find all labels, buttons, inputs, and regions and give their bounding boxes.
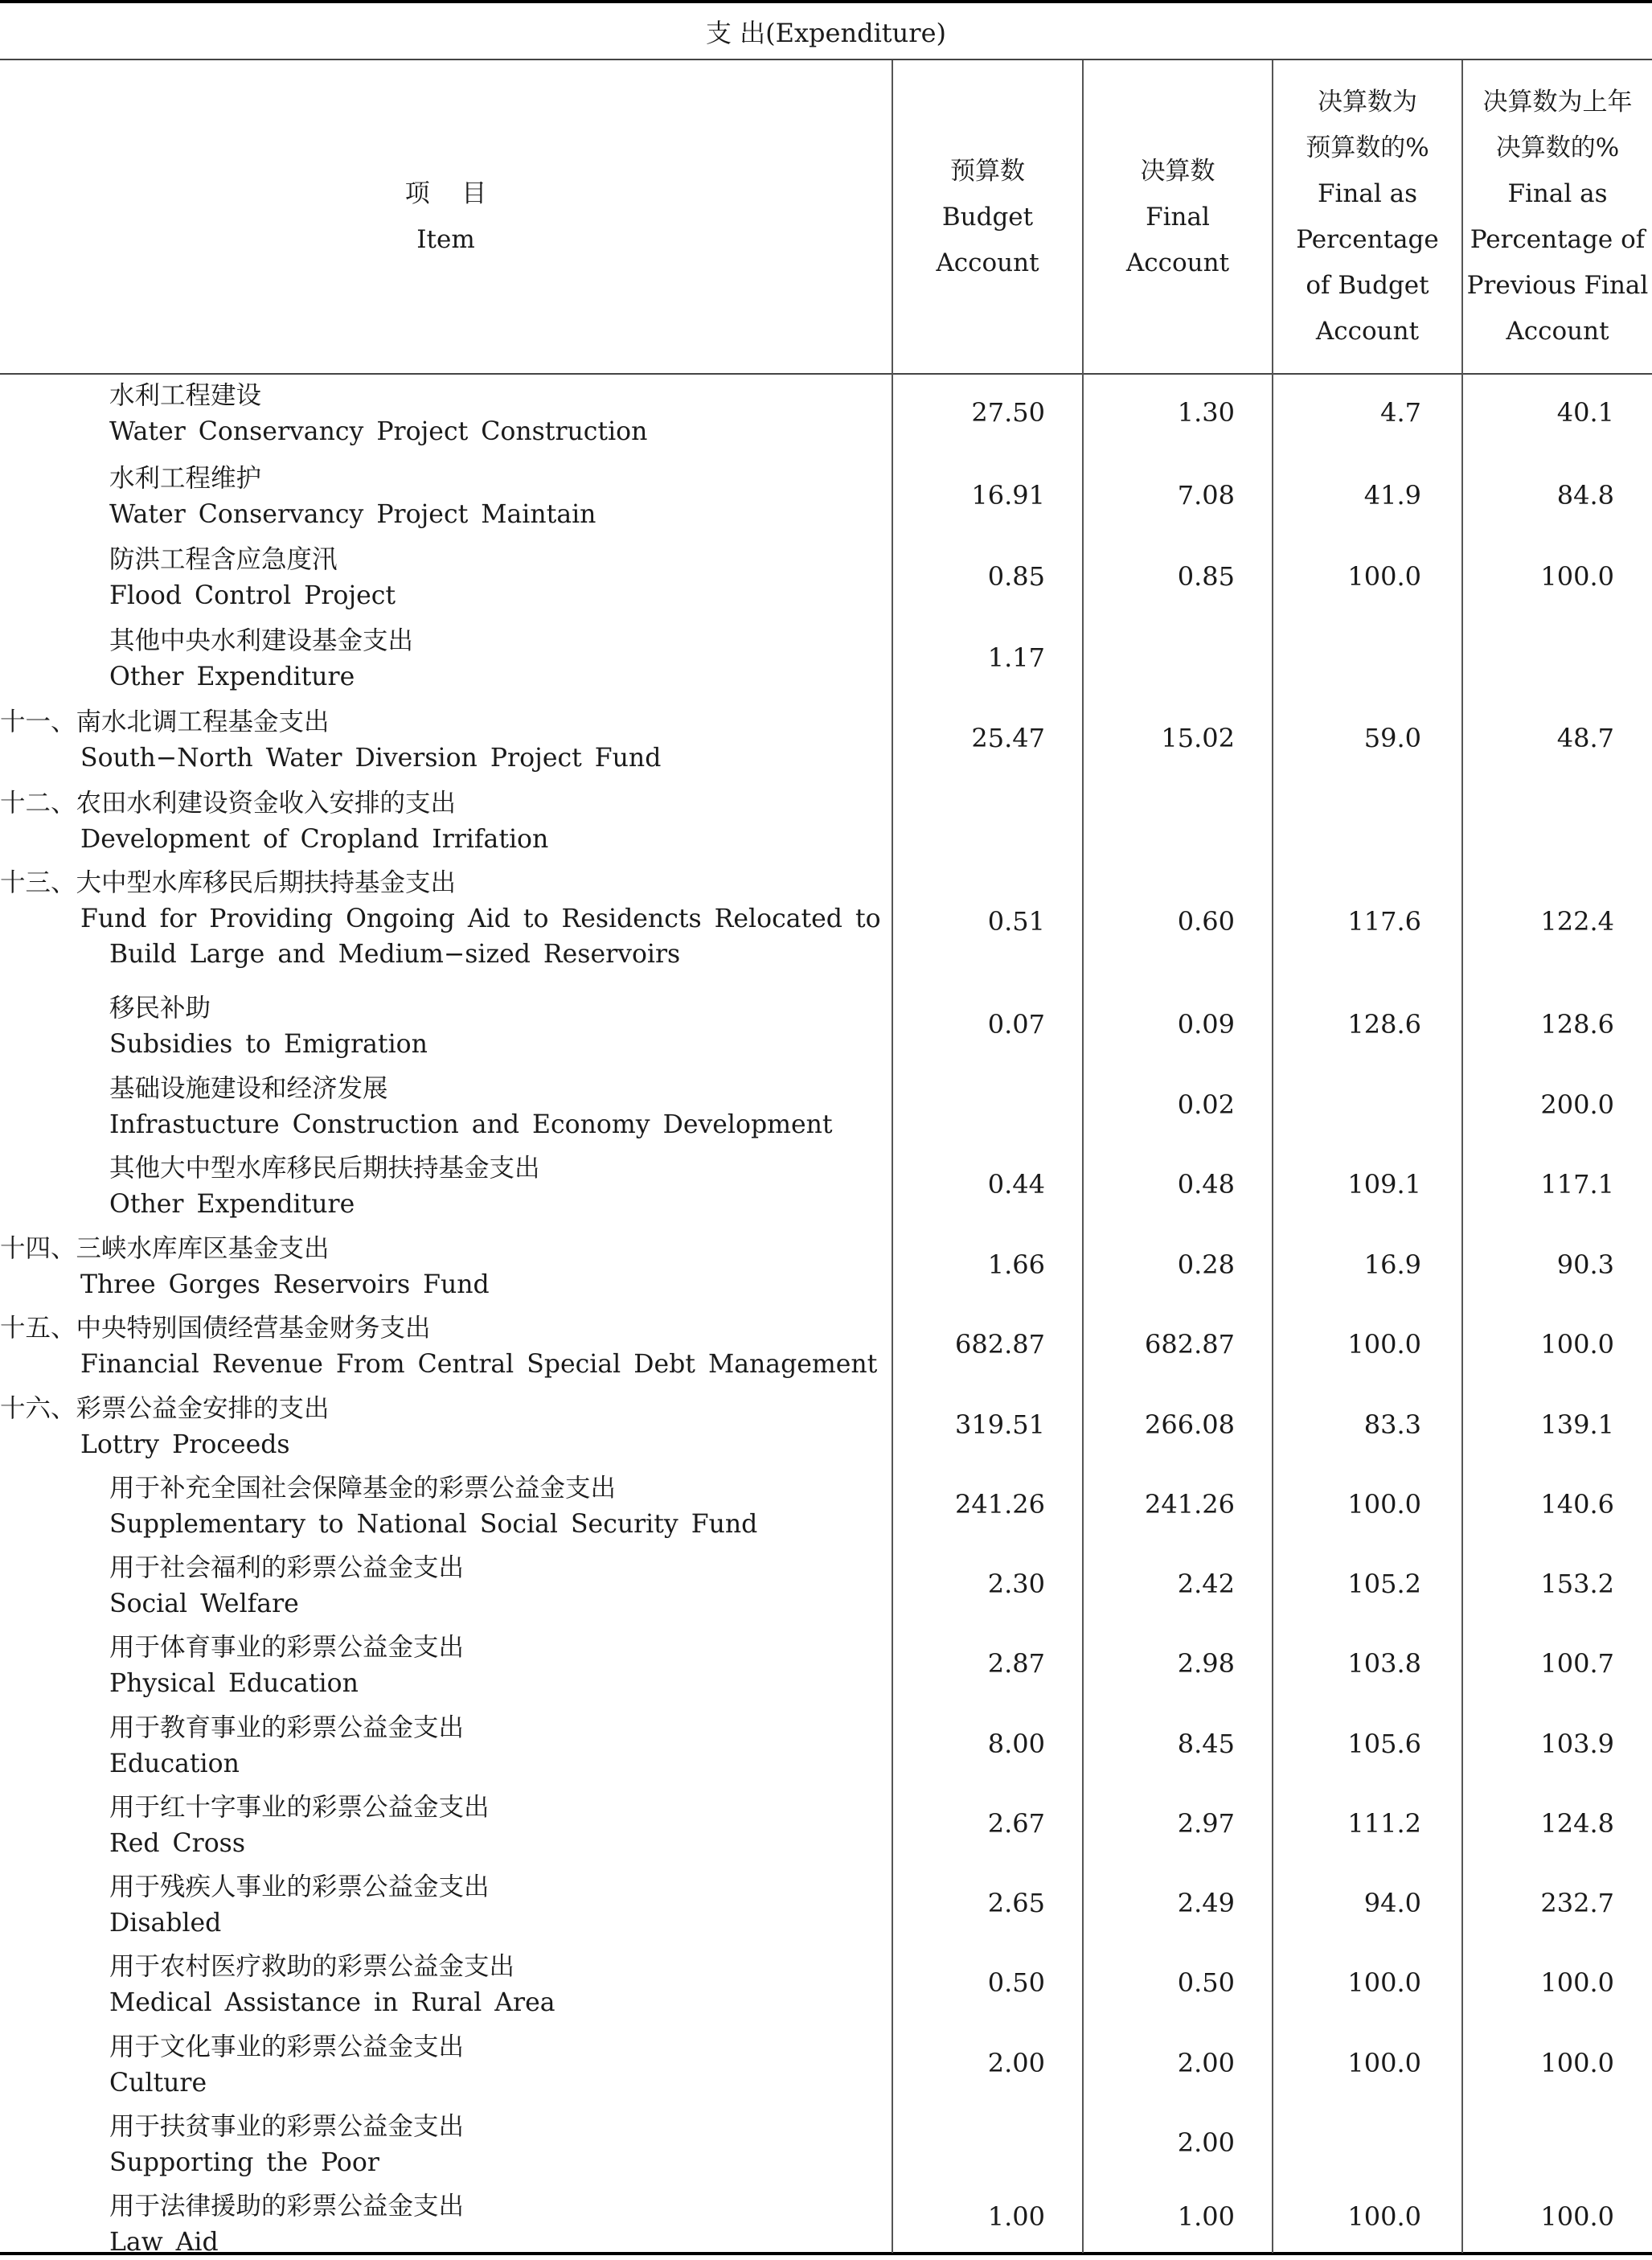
row-label-cn: 其他大中型水库移民后期扶持基金支出 xyxy=(0,1151,540,1187)
cell-budget: 0.51 xyxy=(868,905,1045,937)
cell-final: 7.08 xyxy=(1058,479,1235,511)
row-label xyxy=(0,1391,330,1462)
row-label xyxy=(0,1710,464,1782)
cell-pct-prev: 128.6 xyxy=(1437,1008,1614,1040)
row-label-en: Social Welfare xyxy=(0,1586,464,1622)
row-label-en: Infrastucture Construction and Economy Development xyxy=(0,1107,833,1143)
header-pct-prev xyxy=(1463,61,1652,373)
cell-pct-budget: 100.0 xyxy=(1244,1967,1421,1999)
cell-final: 0.60 xyxy=(1058,905,1235,937)
cell-pct-budget: 128.6 xyxy=(1244,1008,1421,1040)
cell-budget: 0.50 xyxy=(868,1967,1045,1999)
cell-budget: 2.00 xyxy=(868,2047,1045,2079)
cell-pct-budget: 83.3 xyxy=(1244,1409,1421,1441)
header-pct-prev-line: Final as xyxy=(1507,171,1607,217)
cell-budget: 319.51 xyxy=(868,1409,1045,1441)
cell-budget: 0.44 xyxy=(868,1168,1045,1200)
header-item-en: Item xyxy=(416,217,474,263)
header-item xyxy=(0,61,892,373)
header-final xyxy=(1084,61,1272,373)
cell-pct-prev: 122.4 xyxy=(1437,905,1614,937)
table-row xyxy=(0,860,1652,986)
cell-budget: 2.67 xyxy=(868,1807,1045,1840)
header-pct-budget-line: 预算数的% xyxy=(1306,125,1429,171)
table-row xyxy=(0,1864,1652,1944)
table-row xyxy=(0,1705,1652,1785)
cell-budget: 16.91 xyxy=(868,479,1045,511)
row-label-en: Development of Cropland Irrifation xyxy=(0,822,548,858)
row-label-en: Other Expenditure xyxy=(0,659,413,695)
cell-pct-prev: 100.0 xyxy=(1437,1967,1614,1999)
row-label-en: Red Cross xyxy=(0,1826,490,1862)
cell-pct-budget: 16.9 xyxy=(1244,1249,1421,1281)
cell-pct-prev: 84.8 xyxy=(1437,479,1614,511)
cell-pct-prev: 90.3 xyxy=(1437,1249,1614,1281)
table-row xyxy=(0,618,1652,699)
header-budget-line: Budget xyxy=(942,195,1033,240)
header-pct-prev-line: Percentage of xyxy=(1470,217,1645,263)
cell-final: 0.50 xyxy=(1058,1967,1235,1999)
cell-pct-budget: 105.6 xyxy=(1244,1728,1421,1760)
table-row xyxy=(0,1306,1652,1386)
cell-pct-budget: 100.0 xyxy=(1244,2201,1421,2233)
cell-budget: 2.30 xyxy=(868,1568,1045,1600)
cell-pct-prev: 153.2 xyxy=(1437,1568,1614,1600)
row-label-en: Other Expenditure xyxy=(0,1187,540,1223)
row-label-en: Flood Control Project xyxy=(0,578,396,614)
header-pct-budget-line: Percentage xyxy=(1296,217,1438,263)
header-pct-budget-line: Final as xyxy=(1318,171,1417,217)
cell-pct-prev: 103.9 xyxy=(1437,1728,1614,1760)
cell-pct-budget: 94.0 xyxy=(1244,1887,1421,1919)
row-label xyxy=(0,1310,877,1382)
row-label xyxy=(0,1071,833,1142)
header-pct-prev-line: Previous Final xyxy=(1467,263,1649,309)
row-label-en: Medical Assistance in Rural Area xyxy=(0,1985,555,2021)
row-label-cn: 用于扶贫事业的彩票公益金支出 xyxy=(0,2109,464,2145)
cell-final: 8.45 xyxy=(1058,1728,1235,1760)
cell-pct-budget: 109.1 xyxy=(1244,1168,1421,1200)
row-label-cn: 用于红十字事业的彩票公益金支出 xyxy=(0,1790,490,1826)
cell-pct-prev: 232.7 xyxy=(1437,1887,1614,1919)
row-label xyxy=(0,1790,490,1861)
cell-final: 682.87 xyxy=(1058,1328,1235,1360)
row-label-cn: 用于社会福利的彩票公益金支出 xyxy=(0,1550,464,1586)
row-label xyxy=(0,542,396,613)
cell-pct-budget: 111.2 xyxy=(1244,1807,1421,1840)
row-label-en: South−North Water Diversion Project Fund xyxy=(0,740,661,777)
row-label xyxy=(0,2029,464,2101)
row-label-en: Education xyxy=(0,1746,464,1782)
row-label-cn: 十五、中央特别国债经营基金财务支出 xyxy=(0,1310,877,1347)
header-item-cn: 项 目 xyxy=(405,171,486,217)
table-title: 支 出(Expenditure) xyxy=(0,3,1652,59)
header-pct-budget-line: Account xyxy=(1316,309,1419,355)
header-pct-budget xyxy=(1273,61,1461,373)
table-row xyxy=(0,781,1652,860)
header-pct-prev-line: 决算数的% xyxy=(1496,125,1619,171)
row-label-en: Physical Education xyxy=(0,1666,464,1702)
cell-pct-budget: 100.0 xyxy=(1244,1328,1421,1360)
table-row xyxy=(0,1466,1652,1545)
row-label xyxy=(0,1231,490,1302)
cell-budget: 8.00 xyxy=(868,1728,1045,1760)
cell-budget: 1.00 xyxy=(868,2201,1045,2233)
row-label-cn: 水利工程建设 xyxy=(0,378,647,414)
cell-pct-budget: 117.6 xyxy=(1244,905,1421,937)
cell-final: 2.98 xyxy=(1058,1647,1235,1680)
cell-budget: 682.87 xyxy=(868,1328,1045,1360)
cell-final: 2.42 xyxy=(1058,1568,1235,1600)
cell-budget: 1.17 xyxy=(868,642,1045,674)
row-label xyxy=(0,1550,464,1622)
header-pct-budget-line: of Budget xyxy=(1306,263,1429,309)
row-label-en: Supplementary to National Social Security Fund xyxy=(0,1507,757,1543)
table-row xyxy=(0,2104,1652,2184)
row-label-cn: 用于法律援助的彩票公益金支出 xyxy=(0,2188,464,2225)
row-label-cn: 基础设施建设和经济发展 xyxy=(0,1071,833,1107)
cell-budget: 0.07 xyxy=(868,1008,1045,1040)
table-row xyxy=(0,456,1652,537)
header-pct-prev-line: Account xyxy=(1506,309,1609,355)
row-label-cn: 十二、农田水利建设资金收入安排的支出 xyxy=(0,785,548,822)
cell-final: 0.02 xyxy=(1058,1089,1235,1121)
cell-final: 0.85 xyxy=(1058,560,1235,593)
row-label xyxy=(0,991,428,1062)
cell-pct-budget: 103.8 xyxy=(1244,1647,1421,1680)
table-row xyxy=(0,1944,1652,2024)
cell-pct-budget: 41.9 xyxy=(1244,479,1421,511)
cell-final: 266.08 xyxy=(1058,1409,1235,1441)
row-label-en: Build Large and Medium−sized Reservoirs xyxy=(0,937,881,973)
row-label-cn: 用于残疾人事业的彩票公益金支出 xyxy=(0,1869,490,1905)
row-label-cn: 用于体育事业的彩票公益金支出 xyxy=(0,1630,464,1666)
cell-pct-budget: 100.0 xyxy=(1244,2047,1421,2079)
row-label-cn: 用于农村医疗救助的彩票公益金支出 xyxy=(0,1949,555,1985)
cell-final: 2.00 xyxy=(1058,2047,1235,2079)
row-label-cn: 防洪工程含应急度汛 xyxy=(0,542,396,578)
cell-pct-prev: 200.0 xyxy=(1437,1089,1614,1121)
row-label xyxy=(0,2109,464,2180)
cell-final: 15.02 xyxy=(1058,722,1235,754)
row-label-cn: 十六、彩票公益金安排的支出 xyxy=(0,1391,330,1427)
row-label xyxy=(0,1869,490,1941)
row-label-en: Lottry Proceeds xyxy=(0,1427,330,1463)
cell-final: 241.26 xyxy=(1058,1488,1235,1520)
cell-pct-prev: 100.0 xyxy=(1437,2201,1614,2233)
cell-pct-budget: 100.0 xyxy=(1244,560,1421,593)
cell-pct-prev: 140.6 xyxy=(1437,1488,1614,1520)
table-row xyxy=(0,2024,1652,2104)
header-final-line: 决算数 xyxy=(1141,149,1215,195)
cell-final: 0.48 xyxy=(1058,1168,1235,1200)
row-label-cn: 用于文化事业的彩票公益金支出 xyxy=(0,2029,464,2065)
cell-final: 1.30 xyxy=(1058,396,1235,429)
cell-pct-prev: 48.7 xyxy=(1437,722,1614,754)
cell-pct-prev: 139.1 xyxy=(1437,1409,1614,1441)
cell-pct-prev: 100.7 xyxy=(1437,1647,1614,1680)
row-label-en: Law Aid xyxy=(0,2225,464,2260)
cell-budget: 25.47 xyxy=(868,722,1045,754)
row-label-cn: 其他中央水利建设基金支出 xyxy=(0,623,413,659)
table-row xyxy=(0,1226,1652,1306)
cell-pct-budget: 59.0 xyxy=(1244,722,1421,754)
cell-budget: 241.26 xyxy=(868,1488,1045,1520)
cell-budget: 1.66 xyxy=(868,1249,1045,1281)
cell-pct-budget: 100.0 xyxy=(1244,1488,1421,1520)
table-row xyxy=(0,537,1652,618)
row-label-cn: 用于教育事业的彩票公益金支出 xyxy=(0,1710,464,1746)
cell-final: 2.49 xyxy=(1058,1887,1235,1919)
row-label xyxy=(0,704,661,776)
row-label xyxy=(0,1470,757,1542)
cell-pct-prev: 40.1 xyxy=(1437,396,1614,429)
header-pct-budget-line: 决算数为 xyxy=(1318,80,1417,125)
table-row xyxy=(0,1386,1652,1466)
row-label xyxy=(0,2188,464,2260)
table-row xyxy=(0,1066,1652,1146)
row-label-cn: 用于补充全国社会保障基金的彩票公益金支出 xyxy=(0,1470,757,1507)
table-row xyxy=(0,1625,1652,1705)
header-budget xyxy=(893,61,1082,373)
header-budget-line: 预算数 xyxy=(950,149,1025,195)
row-label xyxy=(0,1949,555,2020)
cell-budget: 2.87 xyxy=(868,1647,1045,1680)
cell-pct-prev: 117.1 xyxy=(1437,1168,1614,1200)
cell-final: 1.00 xyxy=(1058,2201,1235,2233)
row-label xyxy=(0,1151,540,1222)
cell-budget: 27.50 xyxy=(868,396,1045,429)
row-label-cn: 十四、三峡水库库区基金支出 xyxy=(0,1231,490,1267)
row-label-en: Culture xyxy=(0,2065,464,2102)
cell-pct-prev: 100.0 xyxy=(1437,560,1614,593)
row-label-en: Three Gorges Reservoirs Fund xyxy=(0,1267,490,1303)
cell-final: 0.28 xyxy=(1058,1249,1235,1281)
cell-pct-prev: 124.8 xyxy=(1437,1807,1614,1840)
table-row xyxy=(0,699,1652,779)
row-label-en: Disabled xyxy=(0,1905,490,1942)
row-label-en: Financial Revenue From Central Special Debt Management xyxy=(0,1347,877,1383)
cell-pct-budget: 4.7 xyxy=(1244,396,1421,429)
row-label xyxy=(0,461,596,532)
table-row xyxy=(0,1545,1652,1625)
header-pct-prev-line: 决算数为上年 xyxy=(1483,80,1633,125)
row-label xyxy=(0,785,548,857)
cell-final: 0.09 xyxy=(1058,1008,1235,1040)
row-label xyxy=(0,623,413,695)
cell-pct-prev: 100.0 xyxy=(1437,2047,1614,2079)
table-row xyxy=(0,2184,1652,2252)
header-final-line: Final xyxy=(1146,195,1210,240)
header-final-line: Account xyxy=(1126,240,1229,286)
row-label-cn: 十一、南水北调工程基金支出 xyxy=(0,704,661,740)
cell-pct-prev: 100.0 xyxy=(1437,1328,1614,1360)
row-label xyxy=(0,378,647,449)
row-label-en: Supporting the Poor xyxy=(0,2145,464,2181)
row-label-en: Water Conservancy Project Construction xyxy=(0,414,647,450)
cell-budget: 2.65 xyxy=(868,1887,1045,1919)
table-row xyxy=(0,986,1652,1066)
table-row xyxy=(0,1146,1652,1226)
table-row xyxy=(0,1785,1652,1864)
row-label-cn: 移民补助 xyxy=(0,991,428,1027)
cell-final: 2.97 xyxy=(1058,1807,1235,1840)
cell-pct-budget: 105.2 xyxy=(1244,1568,1421,1600)
row-label-en: Subsidies to Emigration xyxy=(0,1027,428,1063)
table-row xyxy=(0,373,1652,454)
row-label xyxy=(0,1630,464,1701)
row-label-en: Water Conservancy Project Maintain xyxy=(0,497,596,533)
row-label-en: Fund for Providing Ongoing Aid to Residencts Relocated to xyxy=(0,901,881,937)
row-label xyxy=(0,865,881,973)
row-label-cn: 水利工程维护 xyxy=(0,461,596,497)
cell-final: 2.00 xyxy=(1058,2127,1235,2159)
row-label-cn: 十三、大中型水库移民后期扶持基金支出 xyxy=(0,865,881,901)
cell-budget: 0.85 xyxy=(868,560,1045,593)
header-budget-line: Account xyxy=(936,240,1039,286)
